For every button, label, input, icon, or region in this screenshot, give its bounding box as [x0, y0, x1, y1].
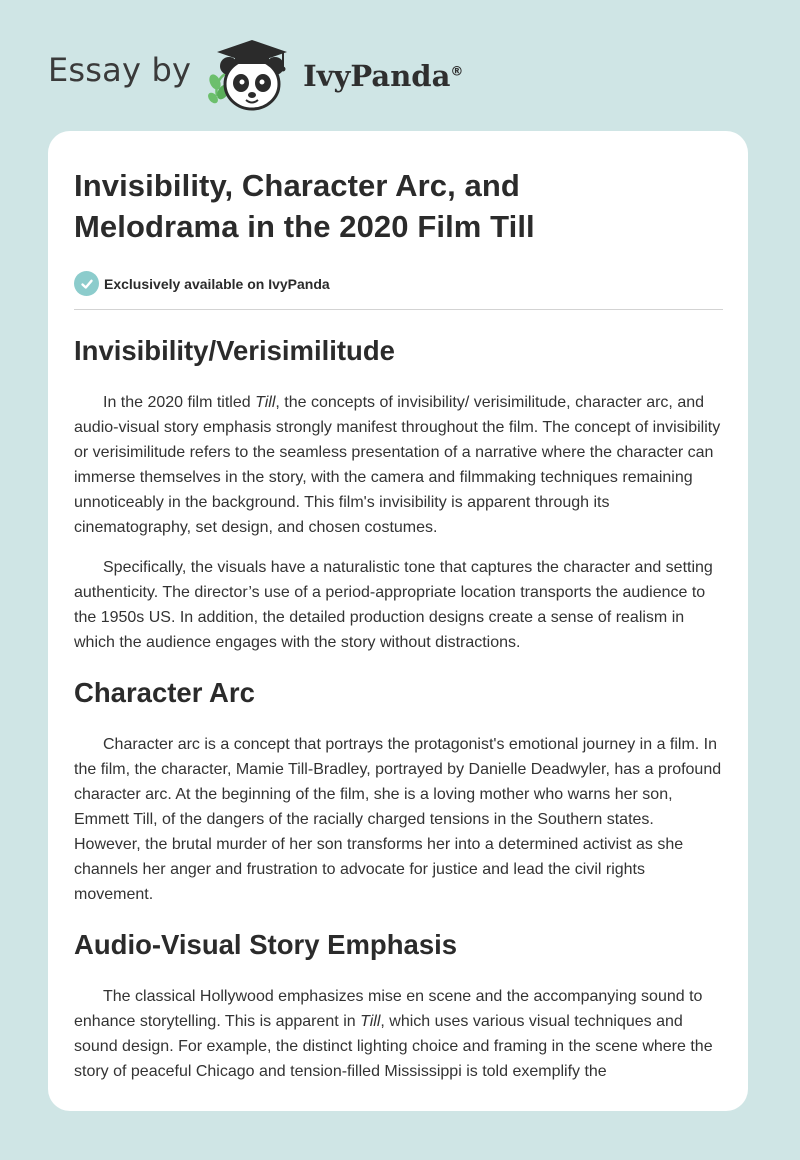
paragraph: In the 2020 film titled Till, the concepts of invisibility/ verisimilitude, character arc, and audio-visual story emphasis strongly manifest throughout the film. The concept of invisibility or verisimilitude refers to the seamless presentation of a narrative where the character can immerse themselves in the story, with the camera and filmmaking techniques remaining unnoticeably in the background. This film's invisibility is apparent through its cinematography, set design, and chosen costumes. [74, 394, 721, 536]
section-heading: Audio-Visual Story Emphasis [74, 929, 458, 960]
paragraph: Specifically, the visuals have a naturalistic tone that captures the character and setting authenticity. The director’s use of a period-appropriate location transports the audience to the 1950s US. In addition, the detailed production designs create a sense of realism in which the audience engages with the story without distractions. [74, 559, 713, 651]
paragraph: The classical Hollywood emphasizes mise en scene and the accompanying sound to enhance storytelling. This is apparent in Till, which uses various visual techniques and sound design. For example, the distinct lighting choice and framing in the scene where the story of peaceful Chicago and tension-filled Mississippi is told exemplify the [74, 988, 713, 1080]
brand-prefix: Essay by [48, 51, 192, 89]
section-heading: Invisibility/Verisimilitude [74, 335, 395, 366]
essay-content [74, 131, 723, 1084]
film-title: Till [360, 1013, 381, 1030]
exclusive-badge [74, 271, 723, 296]
paragraph: Character arc is a concept that portrays the protagonist's emotional journey in a film. In the film, the character, Mamie Till-Bradley, portrayed by Danielle Deadwyler, has a profound character arc. At the beginning of the film, she is a loving mother who warns her son, Emmett Till, of the dangers of the racially charged tensions in the Southern states. However, the brutal murder of her son transforms her into a determined activist as she channels her anger and frustration to advocate for justice and lead the civil rights movement. [74, 736, 722, 903]
registered-mark: ® [450, 64, 464, 80]
film-title: Till [255, 394, 276, 411]
panda-logo-icon [205, 34, 297, 114]
essay-title: Invisibility, Character Arc, and Melodrama in the 2020 Film Till [74, 168, 535, 244]
brand-name: IvyPanda® [303, 59, 464, 93]
essay-card [48, 131, 748, 1111]
check-icon [74, 271, 99, 296]
brand-logo[interactable] [48, 34, 463, 114]
title-divider [74, 309, 723, 310]
section-heading: Character Arc [74, 677, 255, 708]
exclusive-label: Exclusively available on IvyPanda [104, 275, 330, 292]
